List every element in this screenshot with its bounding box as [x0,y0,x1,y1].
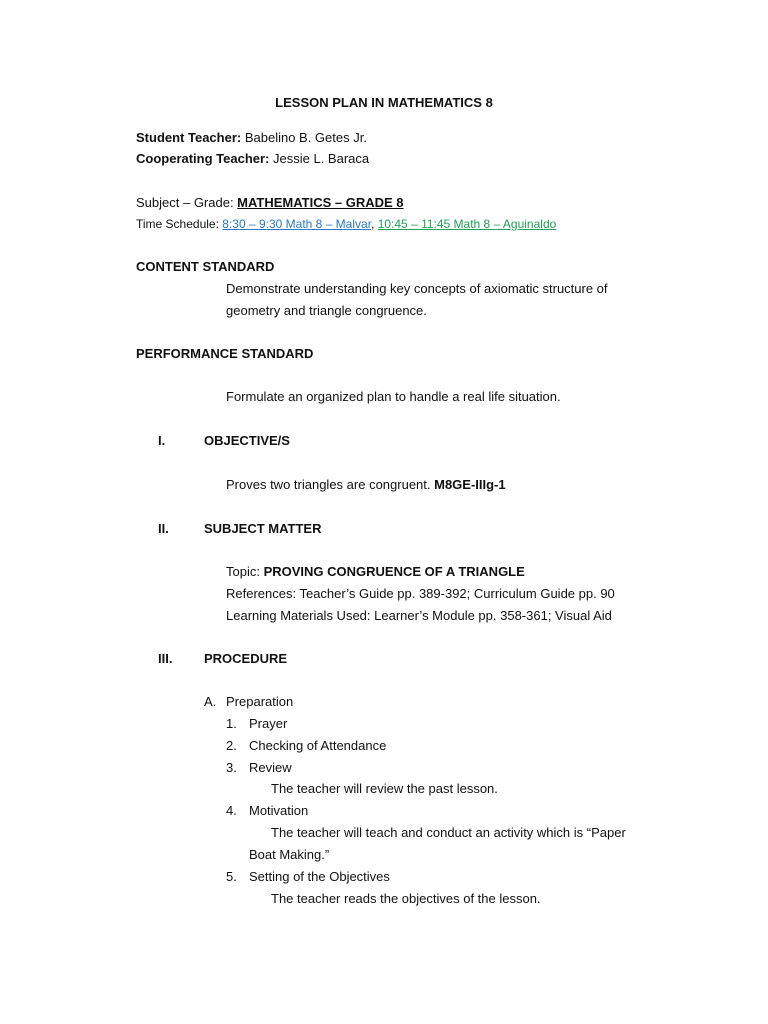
time-schedule-slot-aguinaldo: 10:45 – 11:45 Math 8 – Aguinaldo [377,217,557,231]
procedure-numeral: III. [158,651,173,666]
subject-grade-label: Subject – Grade: [136,195,238,210]
objectives-code: M8GE-IIIg-1 [434,477,506,492]
subject-grade-line [136,195,404,211]
list-item-motivation: Motivation [249,803,309,818]
list-item-objectives: Setting of the Objectives [249,869,390,884]
preparation-letter: A. [204,694,217,709]
cooperating-teacher-value: Jessie L. Baraca [269,151,370,166]
objectives-description: The teacher reads the objectives of the lesson. [271,891,541,906]
document-title: LESSON PLAN IN MATHEMATICS 8 [275,95,493,110]
performance-standard-text: Formulate an organized plan to handle a real life situation. [226,389,561,404]
student-teacher-value: Babelino B. Getes Jr. [241,130,367,145]
topic-line [226,564,525,580]
topic-value: PROVING CONGRUENCE OF A TRIANGLE [263,564,525,579]
references-text: References: Teacher’s Guide pp. 389-392; Curriculum Guide pp. 90 [226,586,615,601]
subject-grade-value: MATHEMATICS – GRADE 8 [237,195,404,210]
list-item-number: 1. [226,716,237,731]
time-schedule-label: Time Schedule: [136,217,223,231]
motivation-description-2: Boat Making.” [249,847,330,862]
list-item-number: 3. [226,760,237,775]
content-standard-text-1: Demonstrate understanding key concepts of axiomatic structure of [226,281,608,296]
motivation-description-1: The teacher will teach and conduct an activity which is “Paper [271,825,626,840]
objectives-numeral: I. [158,433,166,448]
procedure-heading: PROCEDURE [204,651,288,666]
list-item-number: 2. [226,738,237,753]
performance-standard-heading: PERFORMANCE STANDARD [136,346,314,361]
subject-matter-numeral: II. [158,521,169,536]
student-teacher-label: Student Teacher: [136,130,242,145]
time-schedule-line [136,216,556,232]
objectives-text: Proves two triangles are congruent. [226,477,435,492]
materials-text: Learning Materials Used: Learner’s Module pp. 358-361; Visual Aid [226,608,612,623]
objectives-heading: OBJECTIVE/S [204,433,290,448]
list-item-number: 5. [226,869,237,884]
list-item-review: Review [249,760,292,775]
student-teacher-line [136,130,367,146]
list-item-number: 4. [226,803,237,818]
preparation-heading: Preparation [226,694,294,709]
time-schedule-separator: , [371,217,378,231]
review-description: The teacher will review the past lesson. [271,781,498,796]
objectives-line [226,477,506,493]
cooperating-teacher-label: Cooperating Teacher: [136,151,270,166]
list-item-prayer: Prayer [249,716,288,731]
content-standard-heading: CONTENT STANDARD [136,259,275,274]
topic-label: Topic: [226,564,264,579]
subject-matter-heading: SUBJECT MATTER [204,521,322,536]
time-schedule-slot-malvar: 8:30 – 9:30 Math 8 – Malvar [222,217,372,231]
list-item-attendance: Checking of Attendance [249,738,387,753]
content-standard-text-2: geometry and triangle congruence. [226,303,427,318]
cooperating-teacher-line [136,151,369,167]
